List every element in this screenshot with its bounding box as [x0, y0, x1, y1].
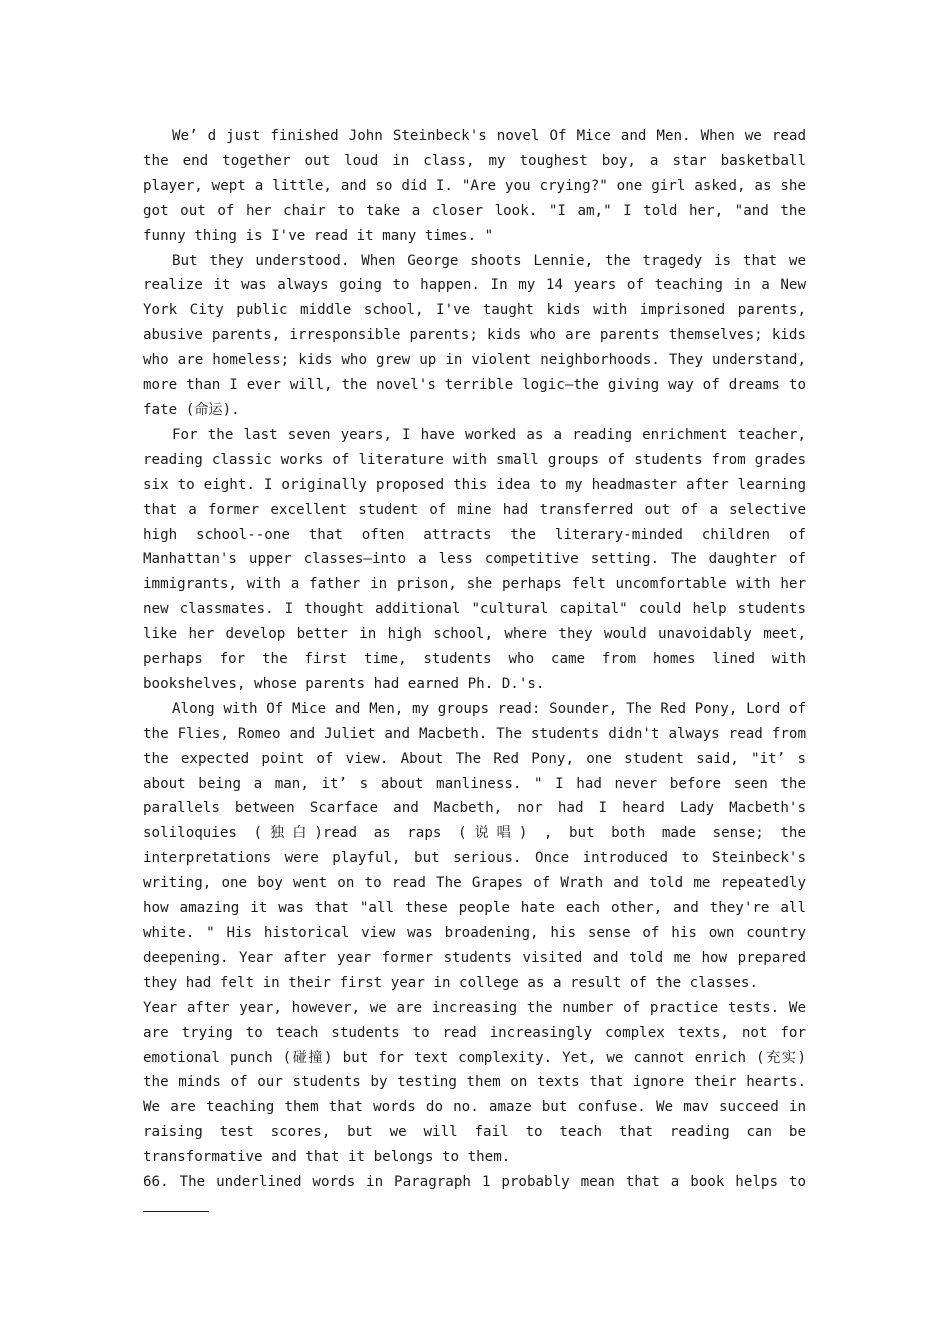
question-66: [143, 1170, 806, 1221]
paragraph-1: We’ d just finished John Steinbeck's novel Of Mice and Men. When we read the end together out loud in class, my toughest boy, a star basketball player, wept a little, and so did I. "Are you crying?" one girl asked, as she got out of her chair to take a closer look. "I am," I told her, "and the funny thing is I've read it many times. ": [143, 128, 806, 244]
question-text: 66. The underlined words in Paragraph 1 probably mean that a book helps to: [143, 1174, 806, 1191]
paragraph-2: But they understood. When George shoots Lennie, the tragedy is that we realize it was always going to happen. In my 14 years of teaching in a New York City public middle school, I've taught kids with imprisoned parents, abusive parents, irresponsible parents; kids who are parents themselves; kids who are homeless; kids who grew up in violent neighborhoods. They understand, more than I ever will, the novel's terrible logic—the giving way of dreams to fate (命运).: [143, 252, 806, 418]
paragraph-5: Year after year, however, we are increasing the number of practice tests. We are trying to teach students to read increasingly complex texts, not for emotional punch (碰撞) but for text complexity. Yet, we cannot enrich (充实) the minds of our students by testing them on texts that ignore their hearts. We are teaching them that words do no. amaze but confuse. We mav succeed in raising test scores, but we will fail to teach that reading can be transformative and that it belongs to them.: [143, 999, 806, 1166]
paragraph-4: Along with Of Mice and Men, my groups read: Sounder, The Red Pony, Lord of the Flies, Romeo and Juliet and Macbeth. The students didn't always read from the expected point of view. About The Red Pony, one student said, "it’ s about being a man, it’ s about manliness. " I had never before seen the parallels between Scarface and Macbeth, nor had I heard Lady Macbeth's soliloquies (独白)read as raps (说唱) , but both made sense; the interpretations were playful, but serious. Once introduced to Steinbeck's writing, one boy went on to read The Grapes of Wrath and told me repeatedly how amazing it was that "all these people hate each other, and they're all white. " His historical view was broadening, his sense of his own country deepening. Year after year former students visited and told me how prepared they had felt in their first year in college as a result of the classes.: [143, 700, 806, 991]
document-page: [143, 124, 806, 1221]
answer-blank[interactable]: [143, 1195, 209, 1212]
paragraph-3: For the last seven years, I have worked as a reading enrichment teacher, reading classic works of literature with small groups of students from grades six to eight. I originally proposed this idea to my headmaster after learning that a former excellent student of mine had transferred out of a selective high school--one that often attracts the literary-minded children of Manhattan's upper classes—into a less competitive setting. The daughter of immigrants, with a father in prison, she perhaps felt uncomfortable with her new classmates. I thought additional "cultural capital" could help students like her develop better in high school, where they would unavoidably meet, perhaps for the first time, students who came from homes lined with bookshelves, whose parents had earned Ph. D.'s.: [143, 426, 806, 692]
